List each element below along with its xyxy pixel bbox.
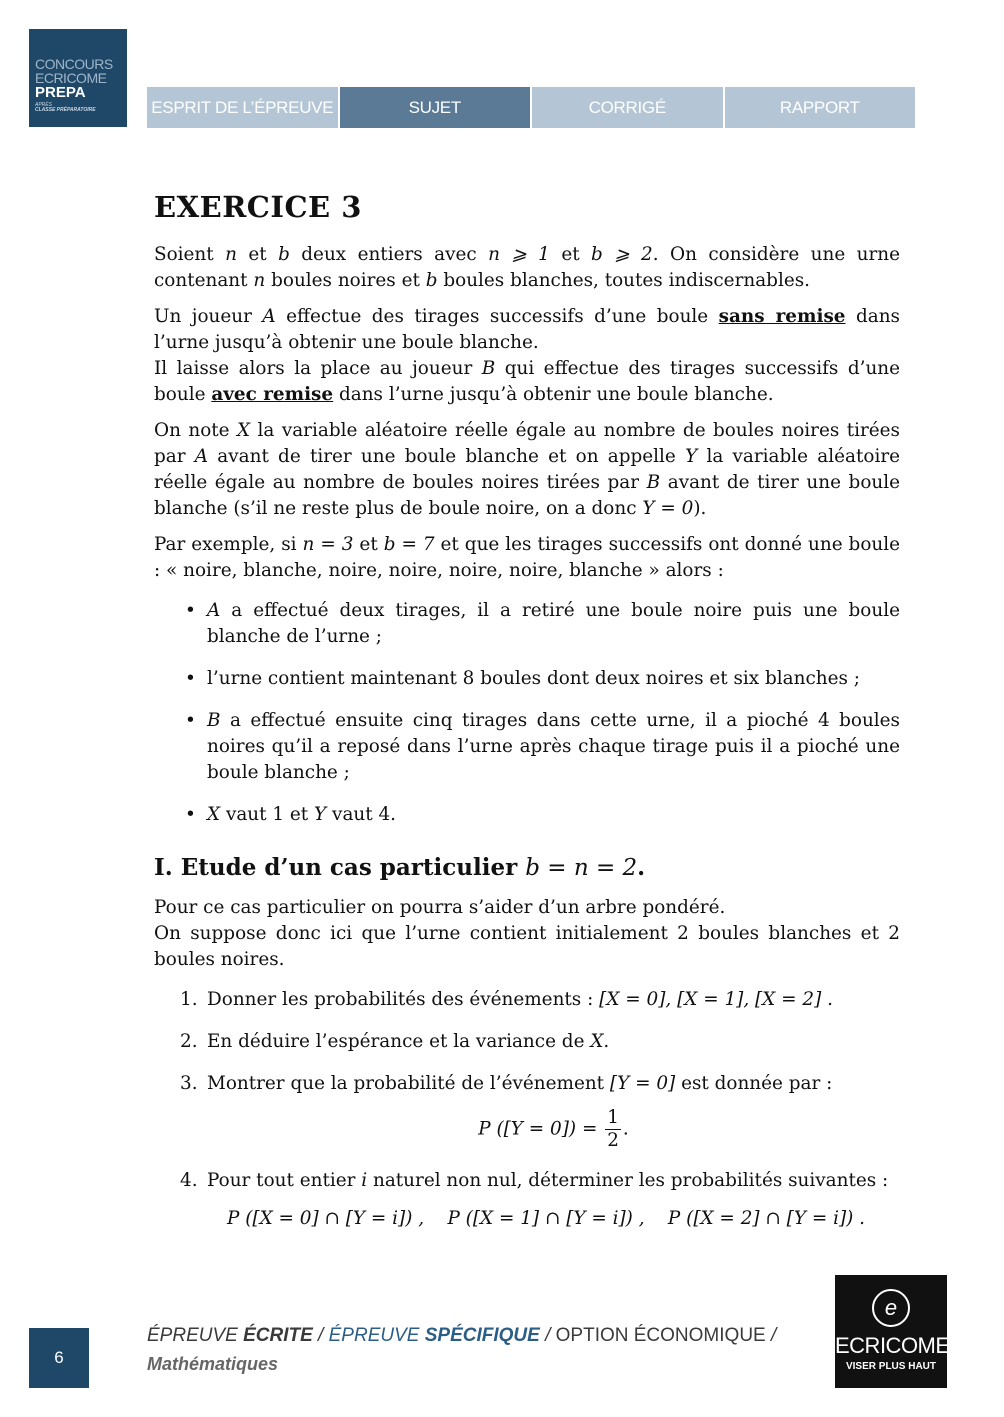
exam-content <box>154 190 900 1248</box>
question-3: 3. Montrer que la probabilité de l’événement [Y = 0] est donnée par : P ([Y = 0]) = $\frac{1}{2}$ . <box>154 1071 900 1152</box>
question-4: 4. Pour tout entier i naturel non nul, déterminer les probabilités suivantes : P ([X = 0] ∩ [Y = i]) , P ([X = 1] ∩ [Y = i]) , P ([X = 2] ∩ [Y = i]) . <box>154 1168 900 1232</box>
example-list <box>154 598 900 828</box>
concours-logo <box>29 29 127 127</box>
tab-sujet[interactable]: SUJET <box>340 87 531 128</box>
logo-line: ECRICOME <box>35 70 107 86</box>
brand-name: ECRICOME <box>835 1333 950 1358</box>
part-intro: Pour ce cas particulier on pourra s’aider d’un arbre pondéré. On suppose donc ici que l’urne contient initialement 2 boules blanches et 2 boules noires. <box>154 897 900 970</box>
section-tabs <box>147 87 915 128</box>
intro-paragraph: Soient n et b deux entiers avec n ⩾ 1 et b ⩾ 2. On considère une urne contenant n boules noires et b boules blanches, toutes indiscernables. <box>154 244 901 291</box>
example-paragraph: Par exemple, si n = 3 et b = 7 et que les tirages successifs ont donné une boule : « noire, blanche, noire, noire, noire, noire, blanche » alors : <box>154 534 901 581</box>
list-item: • A a effectué deux tirages, il a retiré une boule noire puis une boule blanche de l’urne ; <box>154 598 900 650</box>
tab-esprit[interactable]: ESPRIT DE L’ÉPREUVE <box>147 87 338 128</box>
list-item: • B a effectué ensuite cinq tirages dans cette urne, il a pioché 4 boules noires qu’il a reposé dans l’urne après chaque tirage puis il a pioché une boule blanche ; <box>154 708 900 786</box>
part-title: I. Etude d’un cas particulier b = n = 2. <box>154 854 646 881</box>
question-2: 2. En déduire l’espérance et la variance de X. <box>180 1031 610 1052</box>
ecricome-logo <box>835 1275 950 1388</box>
logo-line: CONCOURS <box>35 56 113 72</box>
list-item: • l’urne contient maintenant 8 boules dont deux noires et six blanches ; <box>154 666 900 692</box>
player-paragraph: Un joueur A effectue des tirages successifs d’une boule sans remise dans l’urne jusqu’à obtenir une boule blanche. Il laisse alors la place au joueur B qui effectue des tirages successifs d’une boule avec remise dans l’urne jusqu’à obtenir une boule blanche. <box>154 306 901 405</box>
brand-tagline: VISER PLUS HAUT <box>845 1361 936 1372</box>
logo-line: APRÈS <box>35 102 52 108</box>
variables-paragraph: On note X la variable aléatoire réelle égale au nombre de boules noires tirées par A avant de tirer une boule blanche et on appelle Y la variable aléatoire réelle égale au nombre de boules noires tirées par B avant de tirer une boule blanche (s’il ne reste plus de boule noire, on a donc Y = 0). <box>154 420 901 519</box>
exercise-title: EXERCICE 3 <box>154 190 362 224</box>
question-1: 1. Donner les probabilités des événements : [X = 0], [X = 1], [X = 2] . <box>180 989 833 1010</box>
formula: P ([X = 0] ∩ [Y = i]) , P ([X = 1] ∩ [Y = i]) , P ([X = 2] ∩ [Y = i]) . <box>227 1208 866 1229</box>
list-item: • X vaut 1 et Y vaut 4. <box>154 802 900 828</box>
page-number: 6 <box>29 1328 89 1388</box>
logo-line: CLASSE PRÉPARATOIRE <box>35 107 96 113</box>
formula: P ([Y = 0]) = $\frac{1}{2}$ . <box>478 1107 629 1151</box>
logo-line: PREPA <box>35 84 86 101</box>
tab-rapport[interactable]: RAPPORT <box>725 87 916 128</box>
ecricome-e-icon: e <box>872 1289 910 1327</box>
footer-text: ÉPREUVE ÉCRITE / ÉPREUVE SPÉCIFIQUE / OPTION ÉCONOMIQUE / Mathématiques <box>147 1322 776 1378</box>
question-list <box>154 987 900 1232</box>
tab-corrige[interactable]: CORRIGÉ <box>532 87 723 128</box>
subject-name: Mathématiques <box>147 1354 279 1374</box>
